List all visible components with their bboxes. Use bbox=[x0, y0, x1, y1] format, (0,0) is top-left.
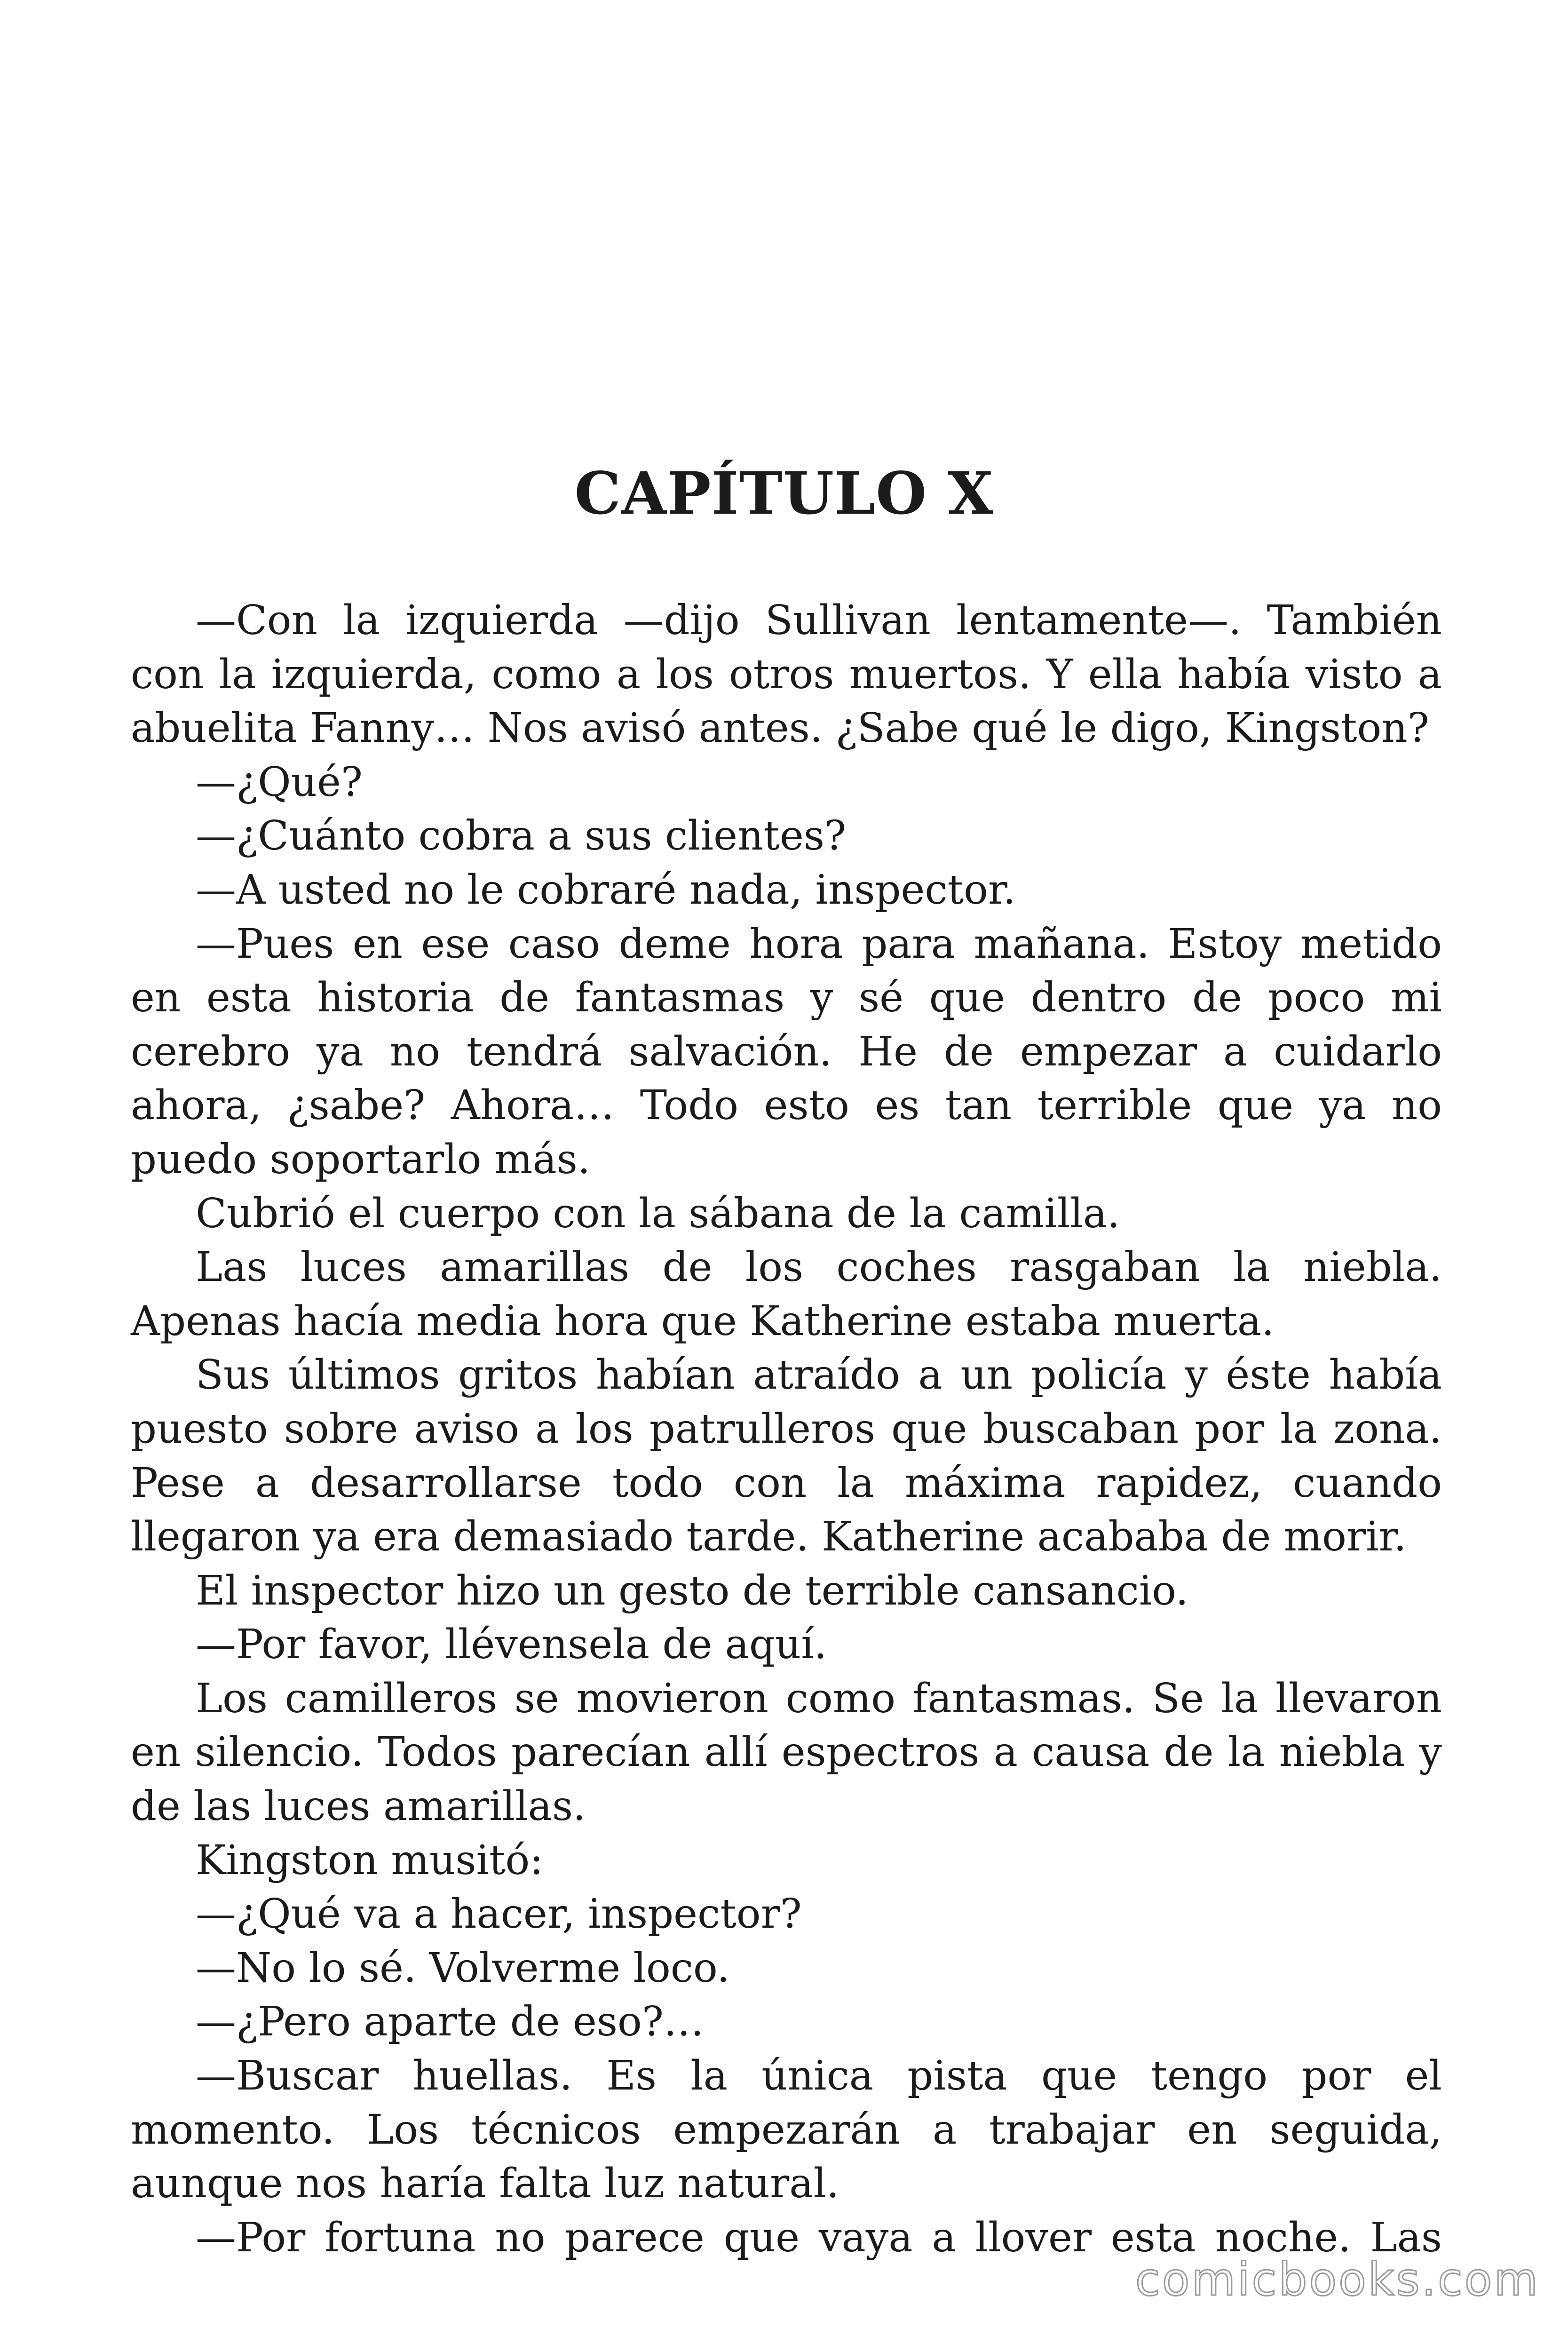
paragraph: Cubrió el cuerpo con la sábana de la camilla. bbox=[196, 1190, 1120, 1237]
paragraph: —Pues en ese caso deme hora para mañana. Estoy metido en esta historia de fantasmas y sé que dentro de poco mi cerebro ya no tendrá salvación. He de empezar a cuidarlo ahora, ¿sabe? Ahora… Todo esto es tan terrible que ya no puedo soportarlo más. bbox=[131, 920, 1442, 1183]
paragraph: —Buscar huellas. Es la única pista que tengo por el momento. Los técnicos empezarán a trabajar en seguida, aunque nos haría falta luz natural. bbox=[131, 2052, 1442, 2208]
chapter-title: CAPÍTULO X bbox=[574, 460, 994, 528]
chapter-body bbox=[131, 594, 1442, 2265]
paragraph-continued: —Por fortuna no parece que vaya a llover esta noche. Las bbox=[196, 2214, 1442, 2261]
paragraph: —¿Pero aparte de eso?… bbox=[196, 1998, 704, 2046]
paragraph: —Con la izquierda —dijo Sullivan lentamente—. También con la izquierda, como a los otros muertos. Y ella había visto a abuelita Fanny… Nos avisó antes. ¿Sabe qué le digo, Kingston? bbox=[131, 597, 1442, 752]
watermark: comicbooks.com bbox=[1135, 2253, 1540, 2306]
paragraph: —A usted no le cobraré nada, inspector. bbox=[196, 866, 1016, 914]
paragraph: —Por favor, llévensela de aquí. bbox=[196, 1621, 827, 1669]
paragraph: —¿Qué? bbox=[196, 758, 363, 806]
paragraph: —¿Qué va a hacer, inspector? bbox=[196, 1891, 802, 1938]
paragraph: Sus últimos gritos habían atraído a un policía y éste había puesto sobre aviso a los patrulleros que buscaban por la zona. Pese a desarrollarse todo con la máxima rapidez, cuando llegaron ya era demasiado tarde. Katherine acababa de morir. bbox=[131, 1351, 1442, 1561]
paragraph: Los camilleros se movieron como fantasmas. Se la llevaron en silencio. Todos parecían allí espectros a causa de la niebla y de las luces amarillas. bbox=[131, 1675, 1442, 1830]
paragraph: —No lo sé. Volverme loco. bbox=[196, 1944, 730, 1992]
paragraph: —¿Cuánto cobra a sus clientes? bbox=[196, 812, 847, 860]
paragraph: El inspector hizo un gesto de terrible cansancio. bbox=[196, 1567, 1188, 1614]
paragraph: Las luces amarillas de los coches rasgaban la niebla. Apenas hacía media hora que Katherine estaba muerta. bbox=[131, 1244, 1442, 1345]
paragraph: Kingston musitó: bbox=[196, 1836, 544, 1884]
